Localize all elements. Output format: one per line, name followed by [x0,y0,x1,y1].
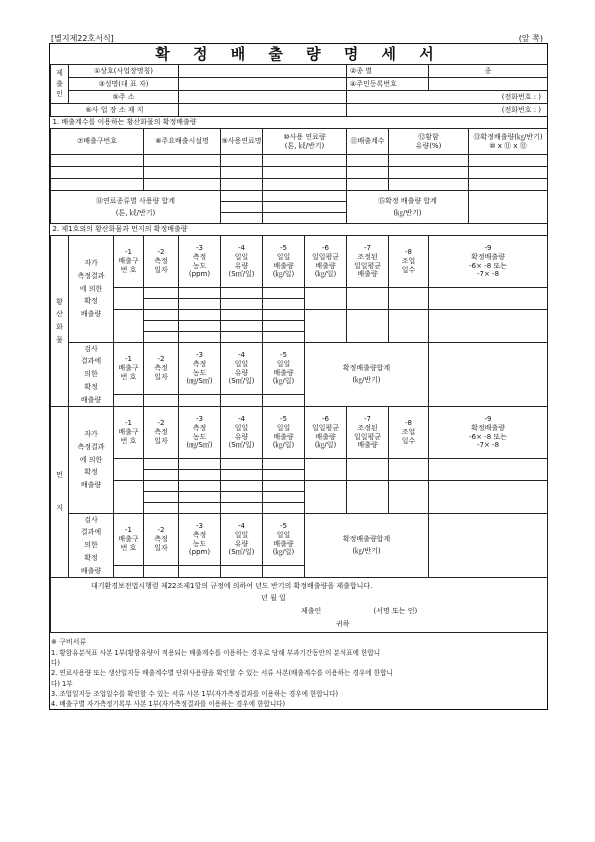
sox-col6-header: -6 일일평균 배출량 (㎏/일) [305,236,347,288]
s1-data-row[interactable] [51,155,548,167]
dust-insp-total-label: 확정배출량합계 (㎏/반기) [305,514,429,578]
site-label: ⑥사 업 장 소 재 지 [51,104,179,117]
signature-label[interactable]: (서명 또는 인) [373,607,418,615]
dust-col2-header: -2 측정 일자 [144,407,179,459]
sox-insp-total-label: 확정배출량합계 (㎏/반기) [305,343,429,407]
declaration-text: 대기환경보전법시행령 제22조제1항의 규정에 의하여 년도 반기의 확정배출량을 제출합니다. [91,581,373,590]
side-label: (앞 쪽) [518,34,543,43]
dust-insp-col2: -2 측정 일자 [144,514,179,566]
s1-outlet-header: ⑦배출구번호 [51,129,144,155]
dust-insp-col4: -4 일일 유량 (S㎥/일) [221,514,263,566]
address-label: ⑤주 소 [69,91,179,104]
attachment-item: 4. 배출구별 자가측정기록부 사본 1부(자가측정결과를 이용하는 경우에 한합니다) [51,699,286,708]
address-field[interactable] [179,91,347,104]
site-phone[interactable]: (전화번호 : ) [347,104,548,117]
dust-self-row[interactable] [51,481,548,492]
sox-col4-header: -4 일일 유량 (S㎥/일) [221,236,263,288]
id-field[interactable] [429,78,548,91]
dust-insp-col3: -3 측정 농도 (ppm) [179,514,221,566]
attachment-item: 2. 연료사용량 또는 생산일지등 배출계수별 단위사용량을 확인할 수 있는 서류 사본(배출계수를 이용하는 경우에 한합니 [51,669,393,678]
sox-col2-header: -2 측정 일자 [144,236,179,288]
dust-insp-total-field[interactable] [429,514,548,578]
site-field[interactable] [179,104,347,117]
sox-col9-header: -9 확정배출량 -6× -8 또는 -7× -8 [429,236,548,288]
sox-col5-header: -5 일일 배출량 (㎏/일) [263,236,305,288]
s1-coef-header: ⑪배출계수 [347,129,389,155]
company-field[interactable] [179,65,347,78]
s1-data-row[interactable] [51,179,548,191]
id-label: ④주민등록번호 [347,78,429,91]
section2-title: 2. 제1호외의 황산화물과 먼지의 확정배출량 [51,224,548,236]
s1-sulfur-header: ⑫황함 유량(%) [389,129,469,155]
dust-col4-header: -4 일일 유량 (S㎥/일) [221,407,263,459]
dust-insp-col5: -5 일일 배출량 (㎏/일) [263,514,305,566]
sox-col1-header: -1 배출구 번 호 [114,236,144,288]
dust-self-label: 자가 측정결과 에 의한 확정 배출량 [69,407,114,514]
attachments-block [50,633,547,709]
name-label: ③성명(대 표 자) [69,78,179,91]
sox-insp-col3: -3 측정 농도 (㎎/S㎥) [179,343,221,395]
sox-self-label: 자가 측정결과 에 의한 확정 배출량 [69,236,114,343]
sox-col3-header: -3 측정 농도 (ppm) [179,236,221,288]
sox-insp-col5: -5 일일 배출량 (㎏/일) [263,343,305,395]
sox-insp-total-field[interactable] [429,343,548,407]
attachments-title: ※ 구비서류 [51,638,87,646]
dust-label: 먼 지 [51,407,69,578]
submitter-line [51,607,547,616]
form-table [50,44,548,633]
form-label: [별지제22호서식] [51,34,114,43]
s1-total-field[interactable] [469,191,548,224]
dust-col6-header: -6 일일평균 배출량 (㎏/일) [305,407,347,459]
declaration-date[interactable]: 년 월 일 [261,594,286,603]
section1-title: 1. 배출계수를 이용하는 황산화물의 확정배출량 [51,117,548,129]
declaration-block [51,578,548,633]
sox-insp-col4: -4 일일 유량 (S㎥/일) [221,343,263,395]
submitter-label: 제출인 [301,607,322,615]
form-frame [49,43,548,710]
sox-self-row[interactable] [51,310,548,321]
sox-insp-label: 검사 결과에 의한 확정 배출량 [69,343,114,407]
s1-facility-header: ⑧주요배출시설명 [144,129,221,155]
dust-insp-col1: -1 배출구 번 호 [114,514,144,566]
type-label: ②종 별 [347,65,429,78]
dust-insp-label: 검사 결과에 의한 확정 배출량 [69,514,114,578]
sox-col8-header: -8 조업 일수 [389,236,429,288]
sox-insp-col1: -1 배출구 번 호 [114,343,144,395]
attachment-item: 1. 황함유분석표 사본 1부(황함유량이 적용되는 배출계수를 이용하는 경우로 당해 부과기간동안의 분석표에 한합니 [51,648,381,657]
recipient-label: 귀하 [336,619,350,628]
sox-insp-col2: -2 측정 일자 [144,343,179,395]
document-title: 확 정 배 출 량 명 세 서 [51,44,548,65]
attachment-item: 다) 1부 [51,679,73,688]
dust-self-row[interactable] [51,459,548,470]
attachment-item: 다) [51,659,60,668]
dust-col5-header: -5 일일 배출량 (㎏/일) [263,407,305,459]
address-phone[interactable]: (전화번호 : ) [347,91,548,104]
dust-col7-header: -7 조정된 일일평균 배출량 [347,407,389,459]
sox-label: 황 산 화 물 [51,236,69,407]
dust-col9-header: -9 확정배출량 -6× -8 또는 -7× -8 [429,407,548,459]
name-field[interactable] [179,78,347,91]
s1-fuel-header: ⑨사용연료명 [221,129,263,155]
company-label: ①상호(사업장명칭) [69,65,179,78]
attachment-item: 3. 조업일지등 조업일수를 확인할 수 있는 서류 사본 1부(자가측정결과를 이용하는 경우에 한합니다) [51,689,339,698]
dust-col3-header: -3 측정 농도 (㎎/S㎥) [179,407,221,459]
sox-self-row[interactable] [51,288,548,299]
applicant-group-label: 제 출 인 [51,65,69,104]
type-field[interactable]: 종 [429,65,548,78]
s1-sum-label: ⑭연료종류별 사용량 합계 (톤, ㎘/반기) [51,191,221,224]
s1-data-row[interactable] [51,167,548,179]
dust-col1-header: -1 배출구 번 호 [114,407,144,459]
s1-usage-header: ⑩사용 연료량 (톤, ㎘/반기) [263,129,347,155]
s1-total-label: ⑮확정 배출량 합계 (㎏/반기) [347,191,469,224]
sox-col7-header: -7 조정된 일일평균 배출량 [347,236,389,288]
s1-emission-header: ⑬확정배출량(㎏/반기) ⑩ x ⑪ x ⑫ [469,129,548,155]
dust-col8-header: -8 조업 일수 [389,407,429,459]
